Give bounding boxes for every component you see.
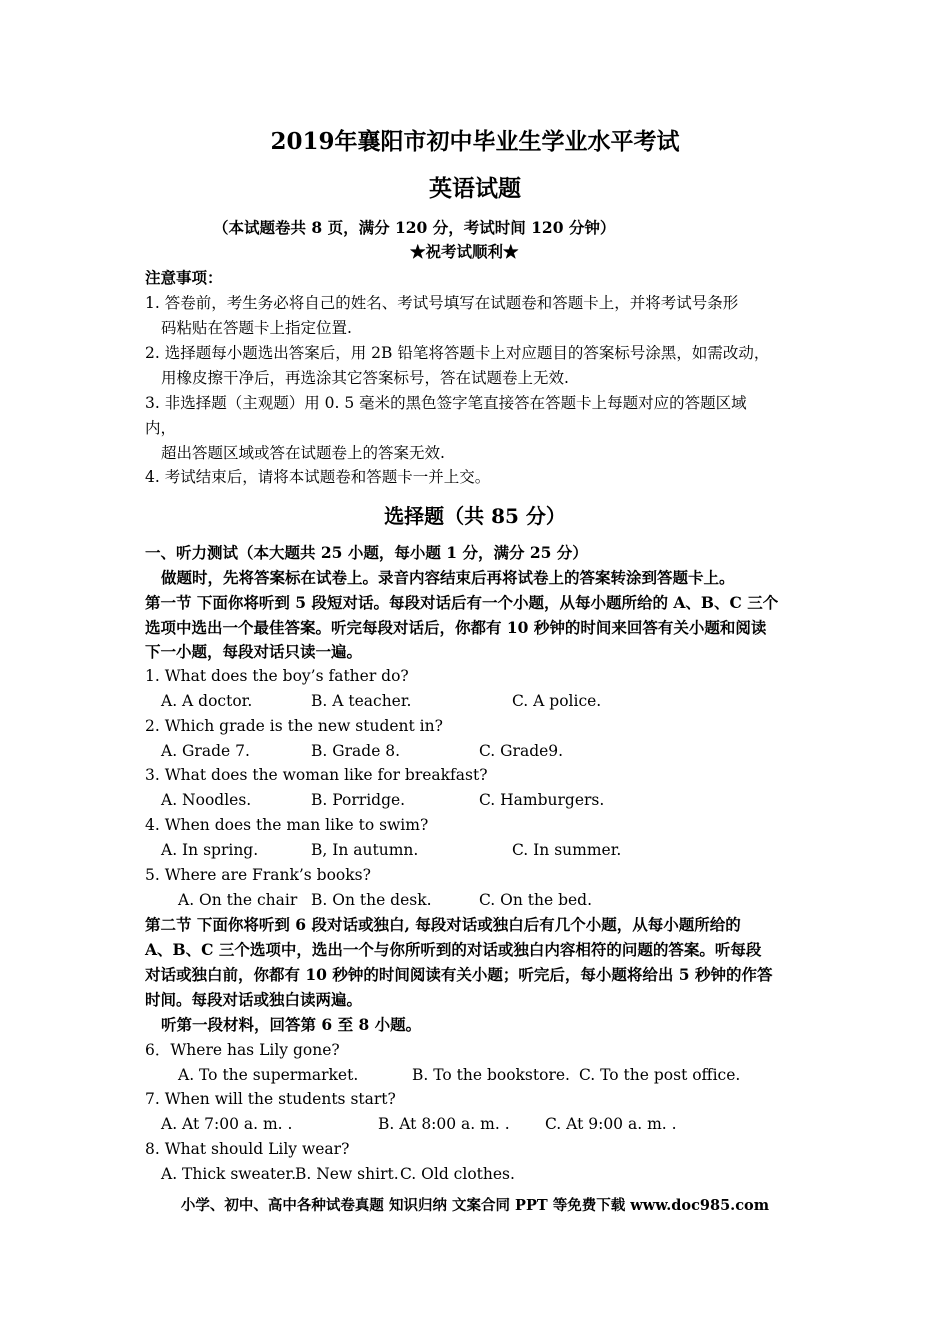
option-a: A. At 7:00 a. m. . (161, 1115, 293, 1133)
option-b: B. On the desk. (311, 891, 432, 909)
option-a: A. To the supermarket. (178, 1066, 359, 1084)
option-b: B. New shirt. (295, 1165, 399, 1183)
question-text: 1. What does the boy’s father do? (145, 667, 409, 685)
section2-text: 时间。每段对话或独白读两遍。 (145, 990, 363, 1009)
section2-text: 第二节 下面你将听到 6 段对话或独白, 每段对话或独白后有几个小题，从每小题所给的 (145, 915, 741, 934)
question-text: 2. Which grade is the new student in? (145, 717, 443, 735)
question-text: 7. When will the students start? (145, 1090, 396, 1108)
option-c: C. A police. (512, 692, 602, 710)
notice-line: 1. 答卷前，考生务必将自己的姓名、考试号填写在试题卷和答题卡上，并将考试号条形 (145, 294, 739, 312)
question-text: 4. When does the man like to swim? (145, 816, 429, 834)
option-c: C. Old clothes. (400, 1165, 515, 1183)
notice-line: 超出答题区域或答在试题卷上的答案无效. (161, 444, 445, 462)
notice-line: 3. 非选择题（主观题）用 0. 5 毫米的黑色签字笔直接答在答题卡上每题对应的答题区域 (145, 394, 747, 412)
option-a: A. In spring. (161, 841, 259, 859)
option-c: C. Hamburgers. (479, 791, 605, 809)
exam-info: （本试题卷共 8 页，满分 120 分，考试时间 120 分钟） (213, 218, 616, 237)
question-text: 6．Where has Lily gone? (145, 1041, 340, 1059)
option-a: A. On the chair (178, 891, 298, 909)
notice-heading: 注意事项： (145, 268, 223, 287)
section2-text: 对话或独白前，你都有 10 秒钟的时间阅读有关小题；听完后，每小题将给出 5 秒钟的作答 (145, 965, 773, 984)
option-b: B. At 8:00 a. m. . (378, 1115, 510, 1133)
section1-text: 第一节 下面你将听到 5 段短对话。每段对话后有一个小题，从每小题所给的 A、B、C 三个 (145, 593, 779, 612)
option-a: A. Thick sweater. (161, 1165, 296, 1183)
page-footer: 小学、初中、高中各种试卷真题 知识归纳 文案合同 PPT 等免费下载 www.doc985.com (180, 1197, 770, 1214)
option-b: B, In autumn. (311, 841, 419, 859)
section2-text: A、B、C 三个选项中，选出一个与你所听到的对话或独白内容相符的问题的答案。听每段 (145, 940, 762, 959)
option-b: B. Grade 8. (311, 742, 401, 760)
notice-line: 4. 考试结束后，请将本试题卷和答题卡一并上交。 (145, 468, 491, 486)
option-a: A. Grade 7. (161, 742, 250, 760)
option-b: B. To the bookstore. (412, 1066, 570, 1084)
option-a: A. Noodles. (161, 791, 252, 809)
option-c: C. At 9:00 a. m. . (545, 1115, 677, 1133)
exam-subtitle: 英语试题 (429, 175, 521, 202)
notice-line: 用橡皮擦干净后，再选涂其它答案标号，答在试题卷上无效. (161, 369, 569, 387)
option-a: A. A doctor. (161, 692, 253, 710)
question-text: 8. What should Lily wear? (145, 1140, 350, 1158)
notice-line: 2. 选择题每小题选出答案后，用 2B 铅笔将答题卡上对应题目的答案标号涂黑，如需改动， (145, 344, 770, 362)
section-title: 选择题（共 85 分） (384, 504, 566, 528)
question-text: 5. Where are Frank’s books? (145, 866, 371, 884)
option-c: C. Grade9. (479, 742, 564, 760)
option-b: B. A teacher. (311, 692, 412, 710)
section1-text: 下一小题，每段对话只读一遍。 (145, 642, 363, 661)
option-c: C. On the bed. (479, 891, 593, 909)
option-c: C. In summer. (512, 841, 622, 859)
exam-title: 2019年襄阳市初中毕业生学业水平考试 (270, 128, 680, 155)
notice-line: 码粘贴在答题卡上指定位置. (161, 319, 352, 337)
material-heading: 听第一段材料，回答第 6 至 8 小题。 (161, 1015, 422, 1034)
option-b: B. Porridge. (311, 791, 406, 809)
option-c: C. To the post office. (579, 1066, 741, 1084)
part1-instruction: 做题时，先将答案标在试卷上。录音内容结束后再将试卷上的答案转涂到答题卡上。 (161, 568, 735, 587)
part1-heading: 一、听力测试（本大题共 25 小题，每小题 1 分，满分 25 分） (145, 543, 588, 562)
question-text: 3. What does the woman like for breakfast? (145, 766, 488, 784)
section1-text: 选项中选出一个最佳答案。听完每段对话后，你都有 10 秒钟的时间来回答有关小题和阅读 (145, 618, 767, 637)
exam-wish: ★祝考试顺利★ (410, 242, 519, 261)
notice-line: 内， (145, 419, 177, 437)
